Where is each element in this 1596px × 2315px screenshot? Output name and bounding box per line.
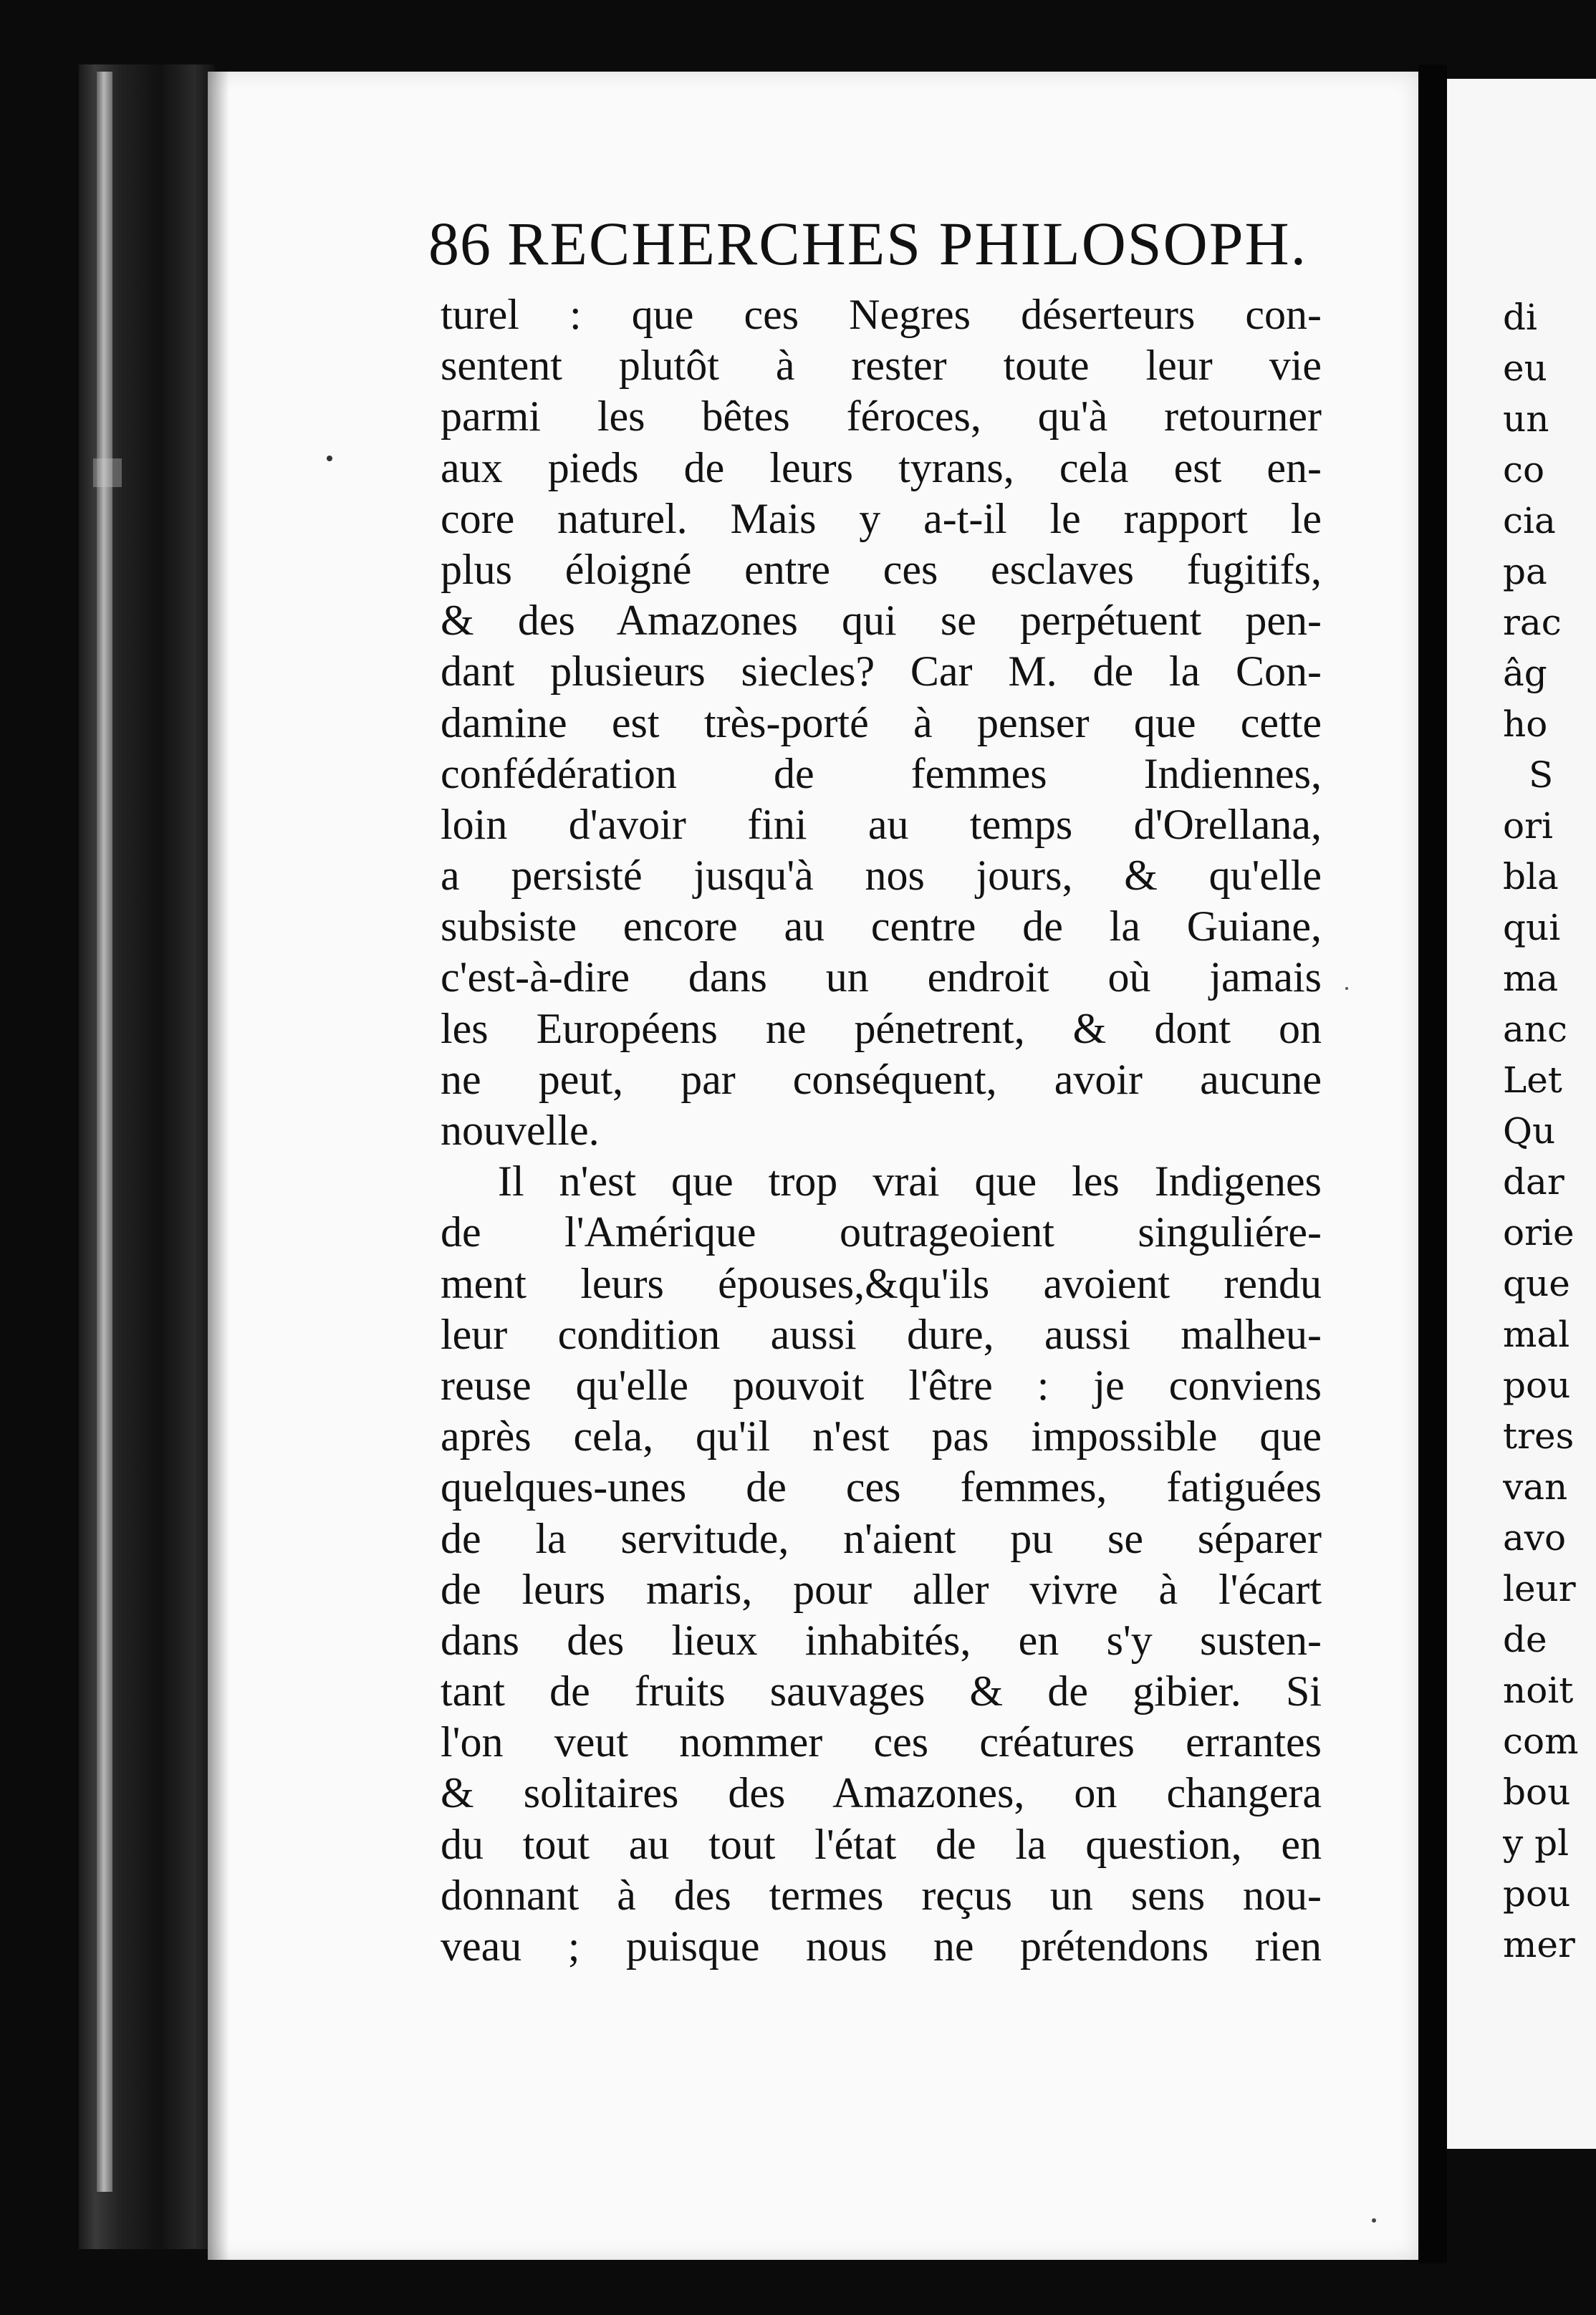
text-line: donnant à des termes reçus un sens nou- [441, 1871, 1322, 1919]
right-page-line: rac [1503, 602, 1562, 643]
text-line: damine est très-porté à penser que cette [441, 698, 1322, 746]
text-line: dant plusieurs siecles? Car M. de la Con- [441, 648, 1322, 696]
running-head: RECHERCHES PHILOSOPH. [507, 209, 1308, 278]
right-page-line: dar [1503, 1161, 1564, 1203]
text-line: veau ; puisque nous ne prétendons rien [441, 1922, 1322, 1970]
right-page-line: Qu [1503, 1110, 1556, 1152]
right-page-line: Let [1503, 1059, 1562, 1101]
text-line: du tout au tout l'état de la question, en [441, 1820, 1322, 1868]
text-line: core naturel. Mais y a-t-il le rapport le [441, 494, 1322, 542]
right-page-line: co [1503, 449, 1545, 491]
right-page-line: leur [1503, 1568, 1576, 1609]
right-page-line: que [1503, 1263, 1570, 1304]
right-page-line: pa [1503, 551, 1547, 592]
page-number: 86 [428, 209, 491, 278]
right-page-line: noit [1503, 1670, 1574, 1711]
right-page-line: pou [1503, 1365, 1571, 1406]
right-page-line: S [1529, 754, 1554, 796]
text-line: reuse qu'elle pouvoit l'être : je conviens [441, 1361, 1322, 1409]
text-line: ment leurs épouses,&qu'ils avoient rendu [441, 1259, 1322, 1307]
text-line: de la servitude, n'aient pu se séparer [441, 1514, 1322, 1562]
ink-speck [327, 456, 332, 461]
text-line: turel : que ces Negres déserteurs con- [441, 291, 1322, 338]
text-line: Il n'est que trop vrai que les Indigenes [498, 1158, 1322, 1205]
right-page-line: van [1503, 1466, 1568, 1508]
text-line: après cela, qu'il n'est pas impossible que [441, 1412, 1322, 1460]
right-page-line: qui [1503, 907, 1561, 948]
text-line: quelques-unes de ces femmes, fatiguées [441, 1463, 1322, 1511]
text-line: subsiste encore au centre de la Guiane, [441, 903, 1322, 950]
text-line: aux pieds de leurs tyrans, cela est en- [441, 443, 1322, 491]
right-page-line: ho [1503, 703, 1548, 745]
text-line: loin d'avoir fini au temps d'Orellana, [441, 800, 1322, 848]
text-line: dans des lieux inhabités, en s'y susten- [441, 1616, 1322, 1664]
right-page-line: com [1503, 1720, 1579, 1762]
ink-speck [1372, 2218, 1376, 2223]
text-line: plus éloigné entre ces esclaves fugitifs, [441, 545, 1322, 593]
right-page-line: mer [1503, 1924, 1575, 1965]
text-line: tant de fruits sauvages & de gibier. Si [441, 1667, 1322, 1715]
text-line: confédération de femmes Indiennes, [441, 749, 1322, 797]
right-page-line: tres [1503, 1415, 1575, 1457]
right-page-line: bou [1503, 1771, 1571, 1813]
right-page-line: ma [1503, 958, 1559, 999]
text-line: c'est-à-dire dans un endroit où jamais [441, 953, 1322, 1001]
text-line: sentent plutôt à rester toute leur vie [441, 342, 1322, 390]
right-page-line: anc [1503, 1009, 1568, 1050]
right-page-line: ori [1503, 805, 1553, 847]
text-line: les Européens ne pénetrent, & dont on [441, 1004, 1322, 1052]
text-line: & des Amazones qui se perpétuent pen- [441, 597, 1322, 645]
right-page-line: pou [1503, 1873, 1571, 1915]
text-line: l'on veut nommer ces créatures errantes [441, 1718, 1322, 1766]
right-page-line: âg [1503, 653, 1547, 694]
right-page-line: orie [1503, 1212, 1575, 1253]
right-page-line: un [1503, 398, 1549, 440]
right-page-line: de [1503, 1619, 1547, 1660]
text-line: parmi les bêtes féroces, qu'à retourner [441, 393, 1322, 441]
text-line: de l'Amérique outrageoient singuliére- [441, 1208, 1322, 1256]
right-page-line: mal [1503, 1314, 1570, 1355]
text-line: a persisté jusqu'à nos jours, & qu'elle [441, 852, 1322, 900]
text-line: & solitaires des Amazones, on changera [441, 1769, 1322, 1817]
right-page-line: avo [1503, 1517, 1567, 1559]
right-page-line: eu [1503, 347, 1547, 389]
text-line: nouvelle. [441, 1107, 600, 1154]
right-page-line: cia [1503, 500, 1556, 542]
text-line: leur condition aussi dure, aussi malheu- [441, 1310, 1322, 1358]
right-page-line: y pl [1503, 1822, 1569, 1864]
text-line: ne peut, par conséquent, avoir aucune [441, 1055, 1322, 1103]
right-page-line: bla [1503, 856, 1559, 897]
text-line: de leurs maris, pour aller vivre à l'écart [441, 1565, 1322, 1613]
right-page-line: di [1503, 297, 1537, 338]
ink-speck [1345, 987, 1348, 990]
